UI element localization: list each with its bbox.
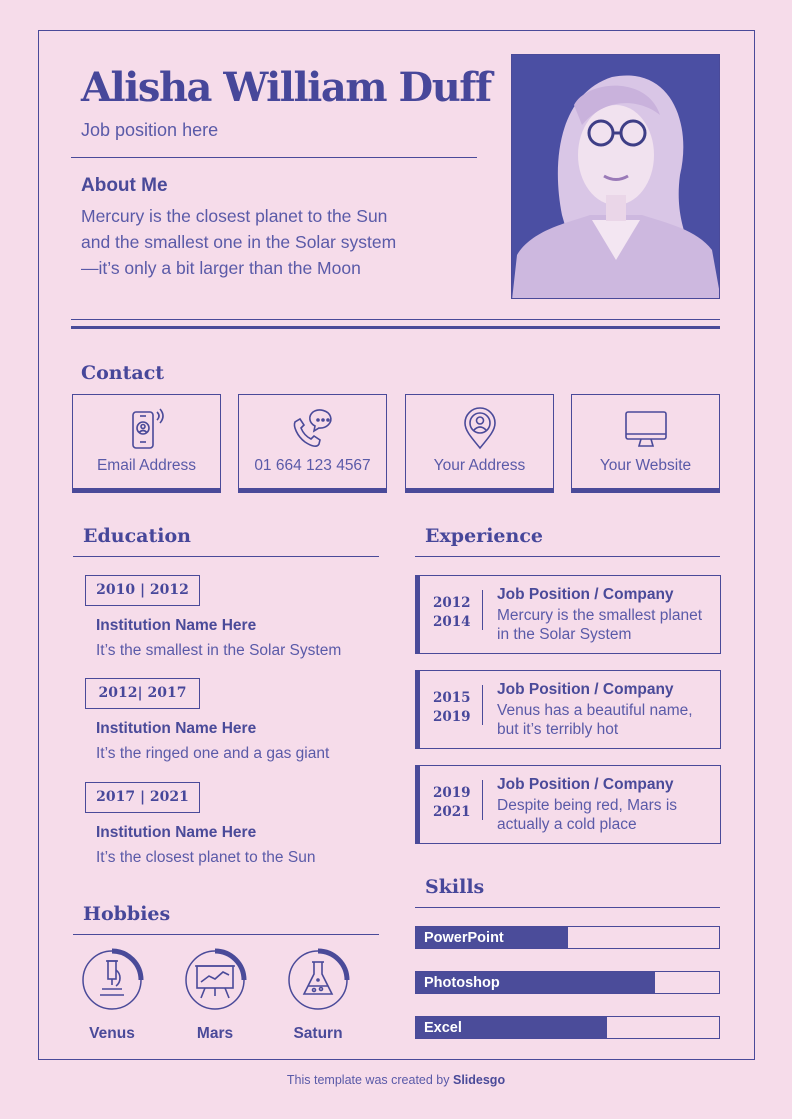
institution-name: Institution Name Here [96, 617, 257, 634]
experience-card [415, 765, 721, 844]
experience-desc: Venus has a beautiful name, but it’s terribly hot [497, 702, 693, 738]
contact-website-card [571, 394, 720, 493]
phone-contact-icon [73, 395, 220, 457]
skill-bar [415, 1016, 720, 1039]
separator [482, 685, 483, 725]
institution-name: Institution Name Here [96, 720, 257, 737]
experience-start: 2015 [433, 690, 471, 706]
divider [415, 556, 720, 557]
separator [482, 780, 483, 820]
footer-credit [0, 1073, 792, 1087]
divider [71, 319, 720, 320]
institution-desc: It’s the smallest in the Solar System [96, 642, 342, 659]
footer-brand-link[interactable]: Slidesgo [452, 1073, 506, 1087]
monitor-icon [572, 395, 719, 457]
footer-prefix: This template was created by [286, 1073, 450, 1087]
hobby-label: Mars [196, 1025, 234, 1042]
experience-title: Job Position / Company [497, 681, 674, 698]
experience-desc: Despite being red, Mars is actually a cold place [497, 797, 678, 833]
experience-card [415, 575, 721, 654]
contact-address-card [405, 394, 554, 493]
contact-label: Email Address [96, 457, 197, 474]
skill-label: Excel [424, 1020, 462, 1036]
profile-photo [511, 54, 720, 299]
skill-label: PowerPoint [424, 930, 504, 946]
presentation-board-icon [183, 948, 247, 1012]
education-years: 2010 | 2012 [85, 575, 200, 606]
experience-desc: Mercury is the smallest planet in the Solar System [497, 607, 703, 643]
about-heading: About Me [81, 175, 168, 196]
flask-icon [286, 948, 350, 1012]
experience-title: Job Position / Company [497, 586, 674, 603]
contact-label: Your Website [599, 457, 692, 474]
skill-bar [415, 971, 720, 994]
experience-start: 2012 [433, 595, 471, 611]
microscope-icon [80, 948, 144, 1012]
divider [71, 326, 720, 329]
experience-title: Job Position / Company [497, 776, 674, 793]
separator [482, 590, 483, 630]
education-years: 2012| 2017 [85, 678, 200, 709]
hobby-label: Venus [89, 1025, 135, 1042]
experience-end: 2019 [433, 709, 471, 725]
experience-years [433, 594, 471, 632]
contact-label: 01 664 123 4567 [254, 457, 371, 474]
experience-start: 2019 [433, 785, 471, 801]
experience-end: 2014 [433, 614, 471, 630]
skill-bar [415, 926, 720, 949]
institution-name: Institution Name Here [96, 824, 257, 841]
divider [415, 907, 720, 908]
resume-name: Alisha William Duff [81, 64, 491, 111]
skills-heading: Skills [425, 876, 485, 898]
experience-card [415, 670, 721, 749]
job-position: Job position here [81, 120, 219, 140]
divider [73, 934, 379, 935]
skill-label: Photoshop [424, 975, 500, 991]
phone-chat-icon [239, 395, 386, 457]
hobby-label: Saturn [293, 1025, 343, 1042]
experience-heading: Experience [425, 525, 543, 547]
hobbies-heading: Hobbies [83, 903, 171, 925]
divider [73, 556, 379, 557]
education-years: 2017 | 2021 [85, 782, 200, 813]
experience-years [433, 784, 471, 822]
experience-end: 2021 [433, 804, 471, 820]
contact-email-card [72, 394, 221, 493]
contact-heading: Contact [81, 362, 165, 384]
institution-desc: It’s the closest planet to the Sun [96, 849, 316, 866]
contact-label: Your Address [433, 457, 526, 474]
divider [71, 157, 477, 158]
location-pin-icon [406, 395, 553, 457]
institution-desc: It’s the ringed one and a gas giant [96, 745, 330, 762]
education-heading: Education [83, 525, 191, 547]
contact-phone-card [238, 394, 387, 493]
experience-years [433, 689, 471, 727]
about-text: Mercury is the closest planet to the Sun and the smallest one in the Solar system—it’s only a bit larger than the Moon [81, 206, 397, 278]
